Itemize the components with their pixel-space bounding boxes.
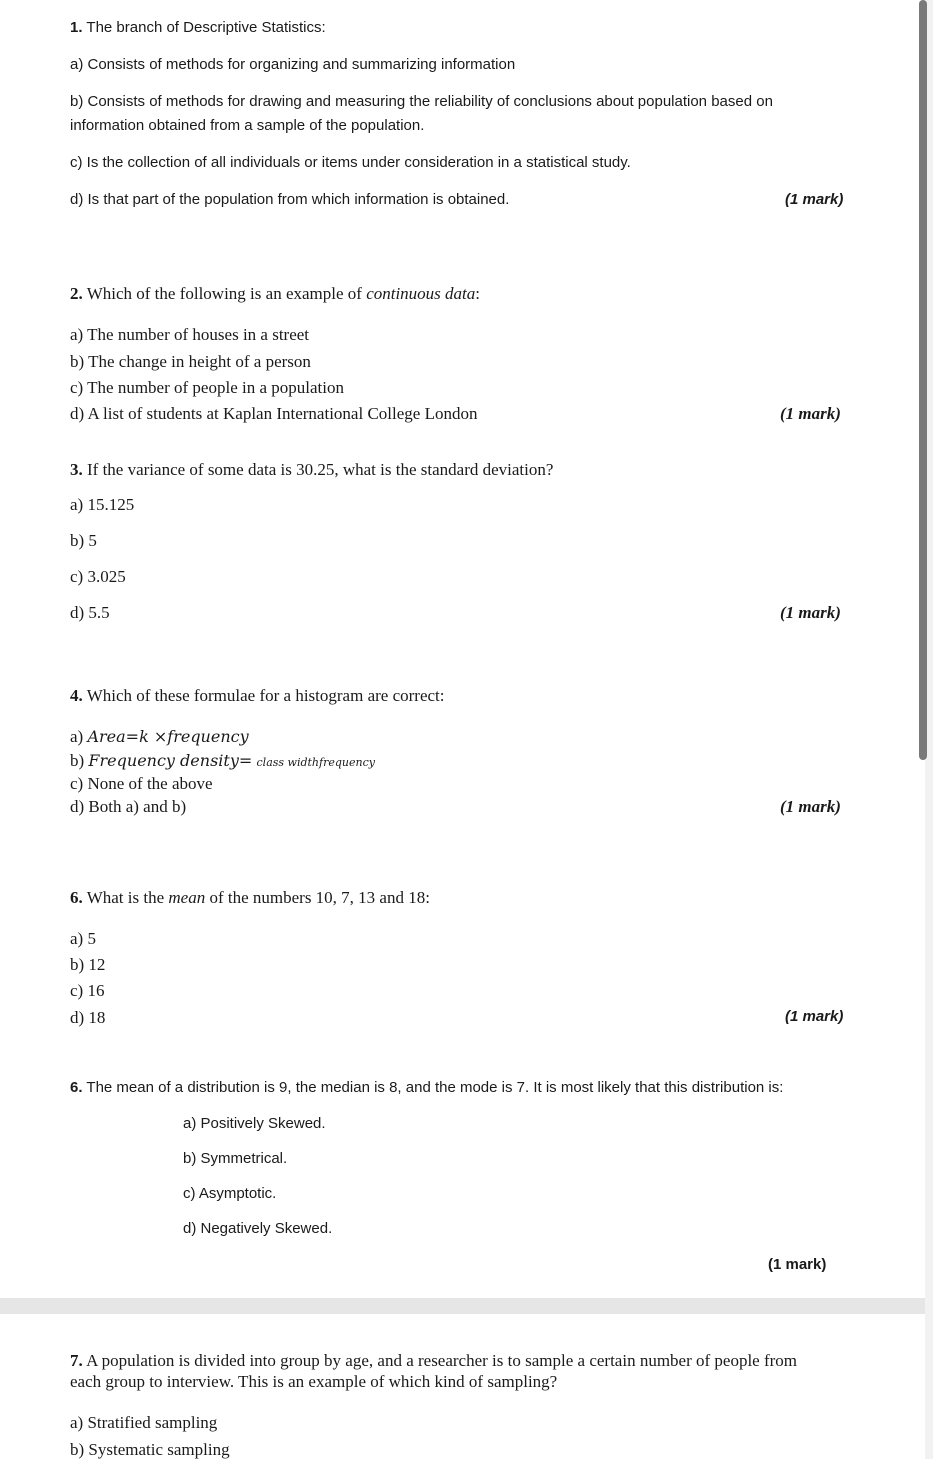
q3-mark: (1 mark) — [780, 603, 841, 622]
q2-number: 2. — [70, 284, 83, 303]
q7-text-line1: A population is divided into group by age, and a researcher is to sample a certain number of people from — [86, 1351, 798, 1370]
q5-number: 6. — [70, 888, 83, 907]
q1-number: 1. — [70, 19, 83, 36]
q1-option-b-line1: b) Consists of methods for drawing and measuring the reliability of conclusions about population based on — [70, 93, 773, 110]
q2-option-a: a) The number of houses in a street — [70, 325, 310, 344]
q3-option-c: c) 3.025 — [70, 567, 126, 586]
q4-option-b-label: b) — [70, 751, 89, 770]
q6-mark: (1 mark) — [768, 1256, 827, 1273]
q4-option-b-fraction: class widthfrequency — [256, 756, 375, 769]
q5-option-c: c) 16 — [70, 981, 105, 1000]
q2-option-d: d) A list of students at Kaplan International College London — [70, 404, 478, 423]
q7-option-a: a) Stratified sampling — [70, 1413, 218, 1432]
q4-option-d: d) Both a) and b) — [70, 797, 187, 816]
q5-text-pre: What is the — [86, 888, 169, 907]
q5-mark: (1 mark) — [785, 1008, 844, 1025]
q1-text: The branch of Descriptive Statistics: — [86, 19, 326, 36]
q4-number: 4. — [70, 686, 83, 705]
q1-option-c: c) Is the collection of all individuals or items under consideration in a statistical study. — [70, 154, 631, 171]
q1-option-a: a) Consists of methods for organizing and summarizing information — [70, 56, 516, 73]
q3-option-a: a) 15.125 — [70, 495, 135, 514]
q6-option-d: d) Negatively Skewed. — [183, 1220, 333, 1237]
q2-option-c: c) The number of people in a population — [70, 378, 344, 397]
q4-heading — [70, 686, 444, 706]
q3-heading — [70, 460, 553, 480]
q3-text: If the variance of some data is 30.25, what is the standard deviation? — [87, 460, 554, 479]
q7-heading-line1 — [70, 1351, 797, 1371]
q7-option-b: b) Systematic sampling — [70, 1440, 230, 1459]
q2-mark: (1 mark) — [780, 404, 841, 423]
q2-heading — [70, 284, 480, 304]
q4-option-a-label: a) — [70, 727, 88, 746]
q6-number: 6. — [70, 1079, 83, 1096]
q1-option-d: d) Is that part of the population from which information is obtained. — [70, 191, 510, 208]
q2-option-b: b) The change in height of a person — [70, 352, 311, 371]
q7-number: 7. — [70, 1351, 83, 1370]
q5-option-b: b) 12 — [70, 955, 106, 974]
q6-option-a: a) Positively Skewed. — [183, 1115, 326, 1132]
q5-text-post: of the numbers 10, 7, 13 and 18: — [205, 888, 430, 907]
q4-option-a-formula: Area=k ×frequency — [87, 727, 249, 746]
q1-heading — [70, 19, 326, 36]
q2-text-post: : — [475, 284, 481, 303]
q4-option-b-formula: Frequency density= — [88, 751, 253, 770]
q5-heading — [70, 888, 430, 908]
q5-option-d: d) 18 — [70, 1008, 106, 1027]
q6-heading — [70, 1079, 783, 1096]
q1-mark: (1 mark) — [785, 191, 844, 208]
q6-option-c: c) Asymptotic. — [183, 1185, 277, 1202]
page-divider — [0, 1298, 926, 1314]
q4-text: Which of these formulae for a histogram are correct: — [86, 686, 445, 705]
q3-option-d: d) 5.5 — [70, 603, 110, 622]
scrollbar-thumb[interactable] — [919, 0, 927, 760]
q4-mark: (1 mark) — [780, 797, 841, 816]
q7-text-line2: each group to interview. This is an example of which kind of sampling? — [70, 1372, 558, 1391]
q3-number: 3. — [70, 460, 83, 479]
q2-text-pre: Which of the following is an example of — [86, 284, 367, 303]
q5-option-a: a) 5 — [70, 929, 96, 948]
q4-option-c: c) None of the above — [70, 774, 213, 793]
q4-option-b — [70, 751, 375, 771]
q3-option-b: b) 5 — [70, 531, 97, 550]
q2-text-em: continuous data — [366, 284, 476, 303]
q5-text-em: mean — [168, 888, 206, 907]
q4-option-a — [70, 727, 249, 747]
q6-option-b: b) Symmetrical. — [183, 1150, 288, 1167]
q6-text: The mean of a distribution is 9, the median is 8, and the mode is 7. It is most likely that this distribution is: — [86, 1079, 784, 1096]
q1-option-b-line2: information obtained from a sample of the population. — [70, 117, 425, 134]
